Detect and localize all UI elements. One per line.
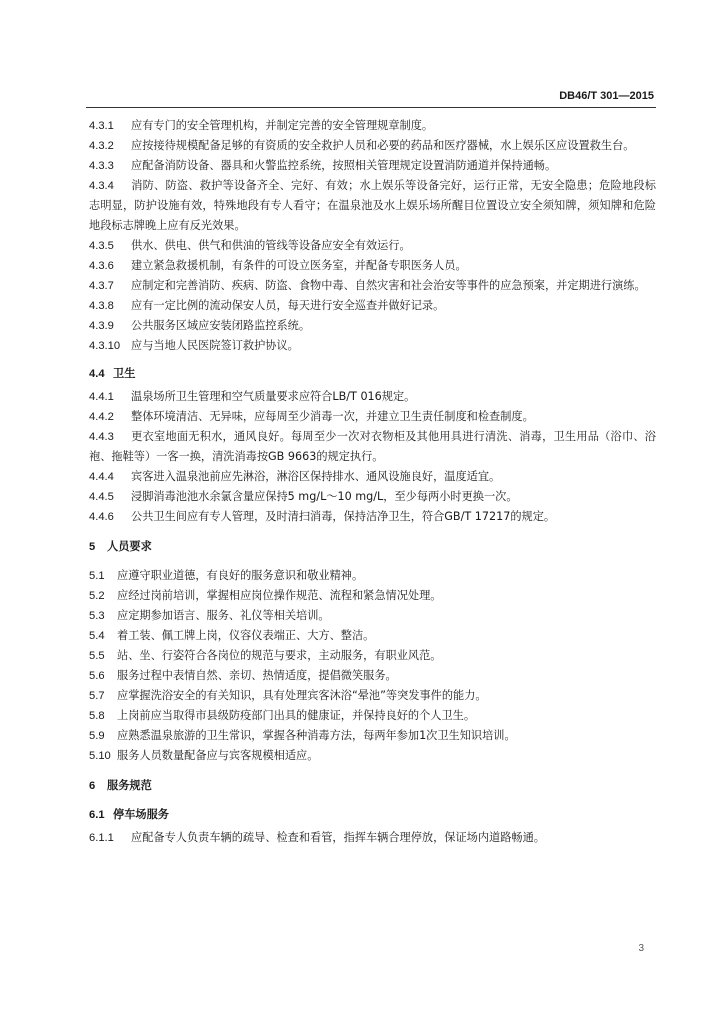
clause-number: 4.3.4 — [89, 180, 114, 192]
heading-number: 5 — [89, 541, 96, 553]
clause — [89, 256, 656, 276]
clause-number: 4.4.5 — [89, 491, 114, 503]
section-5-items — [89, 566, 656, 766]
clause-text: 应制定和完善消防、疾病、防盗、食物中毒、自然灾害和社会治安等事件的应急预案，并定期进行演练。 — [131, 279, 646, 292]
page-number: 3 — [638, 943, 644, 954]
clause-number: 4.3.7 — [89, 280, 114, 292]
clause-number: 4.3.2 — [89, 140, 114, 152]
clause-text: 应有一定比例的流动保安人员，每天进行安全巡查并做好记录。 — [131, 299, 445, 312]
clause — [89, 236, 656, 256]
clause-number: 4.3.9 — [89, 320, 114, 332]
clause-number: 5.5 — [89, 650, 105, 662]
clause-number: 6.1.1 — [89, 832, 114, 844]
section-heading-5 — [89, 537, 656, 557]
clause-text: 着工装、佩工牌上岗，仪容仪表端正、大方、整洁。 — [117, 629, 375, 642]
clause-text: 更衣室地面无积水，通风良好。每周至少一次对衣物柜及其他用具进行清洗、消毒，卫生用品（浴巾、浴袍、拖鞋等）一客一换，清洗消毒按GB 9663的规定执行。 — [89, 430, 656, 463]
clause — [89, 646, 656, 666]
clause-text: 建立紧急救援机制，有条件的可设立医务室，并配备专职医务人员。 — [131, 259, 467, 272]
clause-number: 4.3.1 — [89, 120, 114, 132]
clause — [89, 487, 656, 507]
clause-text: 供水、供电、供气和供油的管线等设备应安全有效运行。 — [131, 239, 411, 252]
heading-text: 人员要求 — [107, 540, 152, 553]
clause-text: 应有专门的安全管理机构，并制定完善的安全管理规章制度。 — [131, 119, 434, 132]
clause — [89, 606, 656, 626]
heading-text: 服务规范 — [107, 779, 152, 792]
clause-number: 4.4.4 — [89, 471, 114, 483]
clause — [89, 387, 656, 407]
clause-text: 应按接待规模配备足够的有资质的安全救护人员和必要的药品和医疗器械，水上娱乐区应设置救生台。 — [131, 139, 635, 152]
document-code: DB46/T 301—2015 — [559, 90, 654, 102]
clause-number: 4.3.10 — [89, 340, 121, 352]
clause — [89, 156, 656, 176]
clause-text: 宾客进入温泉池前应先淋浴，淋浴区保持排水、通风设施良好，温度适宜。 — [131, 470, 501, 483]
clause-number: 5.1 — [89, 570, 105, 582]
clause-text: 消防、防盗、救护等设备齐全、完好、有效；水上娱乐等设备完好，运行正常，无安全隐患；危险地段标志明显，防护设施有效，特殊地段有专人看守；在温泉池及水上娱乐场所醒目位置设立安全须知牌，须知牌和危险地段标志牌晚上应有反光效果。 — [89, 179, 656, 232]
clause-number: 4.3.8 — [89, 300, 114, 312]
clause-text: 公共卫生间应有专人管理，及时清扫消毒，保持洁净卫生，符合GB/T 17217的规定。 — [131, 510, 556, 523]
clause-number: 4.3.5 — [89, 240, 114, 252]
heading-number: 6 — [89, 780, 96, 792]
clause — [89, 336, 656, 356]
clause-number: 4.3.6 — [89, 260, 114, 272]
heading-number: 6.1 — [89, 809, 105, 821]
section-4-3-items — [89, 116, 656, 356]
clause-number: 5.10 — [89, 750, 111, 762]
clause — [89, 586, 656, 606]
clause — [89, 828, 656, 848]
clause — [89, 296, 656, 316]
clause-text: 服务过程中表情自然、亲切、热情适度，提倡微笑服务。 — [117, 669, 397, 682]
clause — [89, 746, 656, 766]
clause-number: 5.3 — [89, 610, 105, 622]
clause — [89, 507, 656, 527]
clause-text: 应定期参加语言、服务、礼仪等相关培训。 — [117, 609, 330, 622]
clause-text: 服务人员数量配备应与宾客规模相适应。 — [117, 749, 319, 762]
section-4-4-items — [89, 387, 656, 527]
heading-text: 卫生 — [113, 367, 136, 380]
heading-number: 4.4 — [89, 368, 105, 380]
section-heading-6 — [89, 776, 656, 796]
clause — [89, 467, 656, 487]
clause-number: 5.6 — [89, 670, 105, 682]
clause-text: 应经过岗前培训，掌握相应岗位操作规范、流程和紧急情况处理。 — [117, 589, 442, 602]
clause-number: 5.9 — [89, 730, 105, 742]
clause-text: 浸脚消毒池池水余氯含量应保持5 mg/L～10 mg/L，至少每两小时更换一次。 — [131, 490, 518, 503]
clause-text: 应掌握洗浴安全的有关知识，具有处理宾客沐浴“晕池”等突发事件的能力。 — [117, 689, 487, 702]
clause-text: 上岗前应当取得市县级防疫部门出具的健康证，并保持良好的个人卫生。 — [117, 709, 476, 722]
clause-text: 整体环境清洁、无异味，应每周至少消毒一次，并建立卫生责任制度和检查制度。 — [131, 410, 534, 423]
clause-text: 应与当地人民医院签订救护协议。 — [131, 339, 299, 352]
clause-text: 应配备消防设备、器具和火警监控系统，按照相关管理规定设置消防通道并保持通畅。 — [131, 159, 557, 172]
clause — [89, 626, 656, 646]
clause — [89, 276, 656, 296]
heading-text: 停车场服务 — [113, 808, 169, 821]
clause-number: 4.4.1 — [89, 391, 114, 403]
clause — [89, 706, 656, 726]
clause-number: 4.4.2 — [89, 411, 114, 423]
clause-number: 5.7 — [89, 690, 105, 702]
clause-text: 应遵守职业道德，有良好的服务意识和敬业精神。 — [117, 569, 364, 582]
clause — [89, 686, 656, 706]
clause-number: 5.4 — [89, 630, 105, 642]
clause-number: 4.4.6 — [89, 511, 114, 523]
document-body — [89, 116, 656, 848]
clause-number: 5.2 — [89, 590, 105, 602]
clause-text: 应配备专人负责车辆的疏导、检查和看管，指挥车辆合理停放，保证场内道路畅通。 — [131, 831, 545, 844]
clause — [89, 566, 656, 586]
section-heading-4-4 — [89, 364, 656, 384]
clause-number: 5.8 — [89, 710, 105, 722]
clause-text: 温泉场所卫生管理和空气质量要求应符合LB/T 016规定。 — [131, 390, 416, 403]
clause — [89, 316, 656, 336]
clause — [89, 407, 656, 427]
section-heading-6-1 — [89, 805, 656, 825]
clause — [89, 427, 656, 467]
clause — [89, 116, 656, 136]
clause — [89, 666, 656, 686]
clause-number: 4.3.3 — [89, 160, 114, 172]
header-divider — [86, 107, 656, 108]
clause — [89, 726, 656, 746]
clause — [89, 136, 656, 156]
clause-number: 4.4.3 — [89, 431, 114, 443]
clause-text: 站、坐、行姿符合各岗位的规范与要求，主动服务，有职业风范。 — [117, 649, 442, 662]
section-6-1-items — [89, 828, 656, 848]
clause — [89, 176, 656, 236]
clause-text: 应熟悉温泉旅游的卫生常识，掌握各种消毒方法，每两年参加1次卫生知识培训。 — [117, 729, 516, 742]
clause-text: 公共服务区域应安装闭路监控系统。 — [131, 319, 311, 332]
